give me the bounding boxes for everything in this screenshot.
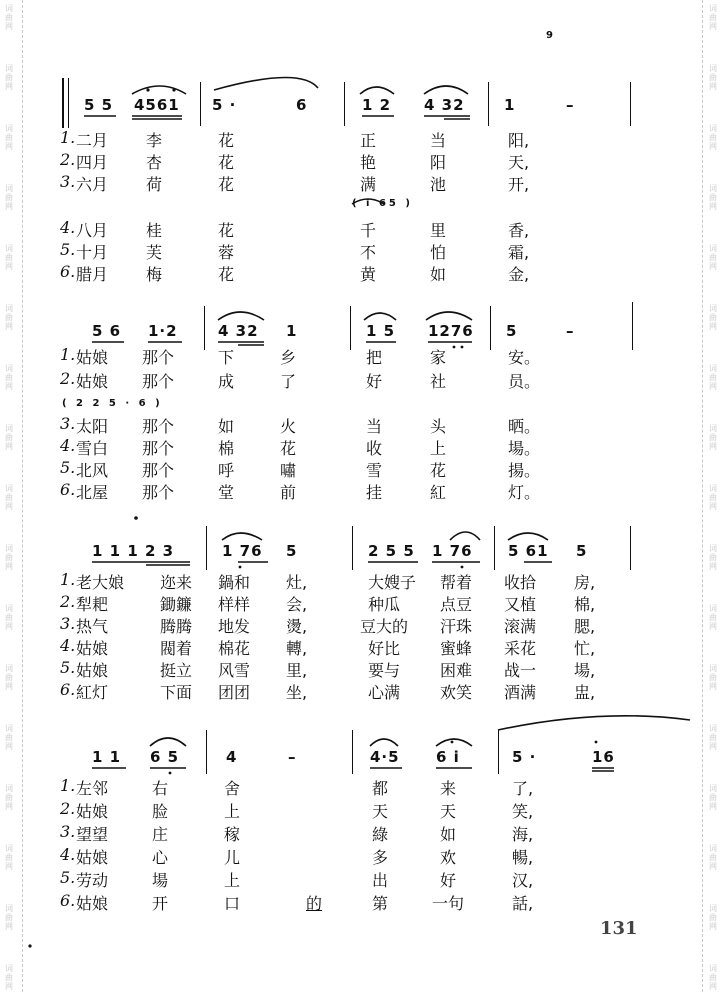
lyric: 二月	[76, 131, 109, 150]
lyric: 会,	[286, 595, 308, 614]
lyric: 如	[218, 417, 235, 436]
lyric: 收	[366, 439, 383, 458]
notes-m1: 1 1 1 2 3	[92, 542, 175, 560]
lyric: 姑娘	[76, 348, 109, 367]
lyric: 杏	[146, 153, 163, 172]
slur-mark	[450, 532, 480, 540]
notes-m3b: 4 32	[424, 96, 465, 114]
lyric: 堂	[218, 483, 235, 502]
lyric: 姑娘	[76, 639, 109, 658]
lyric: 汗珠	[440, 617, 473, 636]
watermark-glyph-stack: 词 曲 网	[709, 964, 717, 991]
lyric: 花	[218, 265, 235, 284]
lyric: 笑,	[512, 802, 534, 821]
lyric: 紅	[430, 483, 447, 502]
watermark-glyph-stack: 词 曲 网	[709, 724, 717, 751]
octave-dot	[595, 741, 598, 744]
lyric: 嘯	[280, 461, 297, 480]
lyric: 老大娘	[76, 573, 125, 592]
notes-m4a: 5	[506, 322, 518, 340]
verse-number: 6.	[60, 480, 76, 499]
notes-m4b: 5	[576, 542, 588, 560]
lyric: 呼	[218, 461, 235, 480]
lyric: 上	[224, 802, 241, 821]
lyric: 棉,	[574, 595, 596, 614]
octave-dot	[169, 772, 172, 775]
lyric: 大嫂子	[368, 573, 417, 592]
watermark-glyph-stack: 词 曲 网	[709, 784, 717, 811]
lyric: 晒。	[508, 417, 541, 436]
lyric: 成	[218, 372, 235, 391]
lyric: 如	[440, 825, 457, 844]
lyric: 灶,	[286, 573, 308, 592]
lyric: 天	[440, 802, 457, 821]
slur-mark	[214, 77, 318, 90]
slur-mark	[132, 86, 186, 94]
verse-number: 5.	[60, 240, 76, 259]
lyric: 桂	[146, 221, 163, 240]
lyric: 霜,	[508, 243, 530, 262]
notes-m4a: 5 61	[508, 542, 549, 560]
lyric: 挂	[366, 483, 383, 502]
octave-dot	[239, 566, 242, 569]
slur-mark	[370, 739, 398, 746]
notes-m2b: 5	[286, 542, 298, 560]
lyric: 脸	[152, 802, 169, 821]
lyric: 北风	[76, 461, 109, 480]
watermark-glyph-stack: 词 曲 网	[709, 604, 717, 631]
lyric: 了	[280, 372, 297, 391]
verse-number: 5.	[60, 458, 76, 477]
notes-m3a: 1 2	[362, 96, 392, 114]
lyric: 蓉	[218, 243, 235, 262]
lyric: 庄	[152, 825, 169, 844]
lyric: 閥着	[160, 639, 193, 658]
lyric: 上	[224, 871, 241, 890]
watermark-glyph-stack: 词 曲 网	[709, 4, 717, 31]
slur-mark	[498, 716, 690, 730]
watermark-glyph-stack: 词 曲 网	[5, 544, 13, 571]
lyric: 梅	[146, 265, 163, 284]
lyric: 揚。	[508, 461, 541, 480]
watermark-glyph-stack: 词 曲 网	[5, 664, 13, 691]
lyric: 热气	[76, 617, 109, 636]
watermark-glyph-stack: 词 曲 网	[709, 904, 717, 931]
lyric: 棉花	[218, 639, 251, 658]
lyric: 蜜蜂	[440, 639, 473, 658]
watermark-glyph-stack: 词 曲 网	[709, 544, 717, 571]
lyric: 場,	[574, 661, 596, 680]
lyric: 右	[152, 779, 169, 798]
slur-mark	[426, 312, 472, 320]
notes-m4b: 16	[592, 748, 615, 766]
verse-number: 4.	[60, 636, 76, 655]
verse-number: 2.	[60, 592, 76, 611]
lyric: 心满	[368, 683, 401, 702]
watermark-glyph-stack: 词 曲 网	[5, 124, 13, 151]
stray-mark	[28, 944, 31, 947]
octave-dot	[453, 346, 456, 349]
watermark-glyph-stack: 词 曲 网	[5, 424, 13, 451]
lyric: 紅灯	[76, 683, 109, 702]
notes-m3b: 1276	[428, 322, 474, 340]
verse-number: 1.	[60, 776, 76, 795]
lyric: 灯。	[508, 483, 541, 502]
notes-m4b: –	[566, 96, 575, 114]
lyric: 满	[360, 175, 377, 194]
lyric: 乡	[280, 348, 297, 367]
watermark-glyph-stack: 词 曲 网	[5, 724, 13, 751]
notes-m3a: 1 5	[366, 322, 396, 340]
verse-number: 2.	[60, 799, 76, 818]
notes-m3a: 4·5	[370, 748, 400, 766]
lyric: 迩来	[160, 573, 193, 592]
lyric: 阳,	[508, 131, 530, 150]
lyric: 姑娘	[76, 661, 109, 680]
verse-number: 2.	[60, 369, 76, 388]
verse-number: 6.	[60, 262, 76, 281]
lyric: 的	[306, 894, 323, 913]
slur-mark	[508, 533, 548, 540]
watermark-glyph-stack: 词 曲 网	[709, 244, 717, 271]
lyric: 那个	[142, 439, 175, 458]
octave-dot	[461, 346, 464, 349]
octave-dot	[172, 88, 175, 91]
lyric: 金,	[508, 265, 530, 284]
lyric: 社	[430, 372, 447, 391]
lyric: 盅,	[574, 683, 596, 702]
notes-m1b: 1·2	[148, 322, 178, 340]
verse-number: 4.	[60, 436, 76, 455]
lyric: 团团	[218, 683, 251, 702]
lyric: 好	[366, 372, 383, 391]
stray-mark	[134, 516, 138, 520]
lyric: 十月	[76, 243, 109, 262]
lyric: 太阳	[76, 417, 109, 436]
lyric: 腊月	[76, 265, 109, 284]
lyric: 好	[440, 871, 457, 890]
notes-m2b: 6	[296, 96, 308, 114]
lyric: 八月	[76, 221, 109, 240]
lyric: 房,	[574, 573, 596, 592]
notes-m1a: 5 6	[92, 322, 122, 340]
lyric: 腮,	[574, 617, 596, 636]
lyric: 第	[372, 894, 389, 913]
lyric: 場	[152, 871, 169, 890]
lyric: 那个	[142, 417, 175, 436]
lyric: 花	[280, 439, 297, 458]
verse-number: 2.	[60, 150, 76, 169]
lyric: 当	[366, 417, 383, 436]
lyric: 困难	[440, 661, 473, 680]
lyric: 話,	[512, 894, 534, 913]
watermark-glyph-stack: 词 曲 网	[5, 4, 13, 31]
slur-mark	[360, 87, 394, 94]
watermark-glyph-stack: 词 曲 网	[5, 904, 13, 931]
lyric: 开	[152, 894, 169, 913]
lyric: 姑娘	[76, 802, 109, 821]
lyric: 犁耙	[76, 595, 109, 614]
watermark-glyph-stack: 词 曲 网	[709, 364, 717, 391]
lyric: 腾腾	[160, 617, 193, 636]
notes-m4b: –	[566, 322, 575, 340]
lyric: 海,	[512, 825, 534, 844]
lyric: 挺立	[160, 661, 193, 680]
slur-mark	[218, 312, 264, 320]
lyric: 望望	[76, 825, 109, 844]
lyric: 豆大的	[360, 617, 409, 636]
lyric: 池	[430, 175, 447, 194]
lyric: 口	[224, 894, 241, 913]
lyric: 好比	[368, 639, 401, 658]
verse-number: 1.	[60, 345, 76, 364]
verse-number: 4.	[60, 218, 76, 237]
lyric: 暢,	[512, 848, 534, 867]
lyric: 样样	[218, 595, 251, 614]
variant-note: ( 2 2 5 · 6 )	[62, 398, 163, 409]
watermark-glyph-stack: 词 曲 网	[5, 184, 13, 211]
lyric: 姑娘	[76, 372, 109, 391]
notes-m2a: 1 76	[222, 542, 263, 560]
lyric: 来	[440, 779, 457, 798]
lyric: 左邻	[76, 779, 109, 798]
notes-m3b: 1 76	[432, 542, 473, 560]
lyric: 收拾	[504, 573, 537, 592]
notes-m2a: 4	[226, 748, 238, 766]
lyric: 里,	[286, 661, 308, 680]
lyric: 芙	[146, 243, 163, 262]
lyric: 下	[218, 348, 235, 367]
notes-m1a: 1 1	[92, 748, 122, 766]
lyric: 一句	[432, 894, 465, 913]
slur-mark	[364, 313, 396, 320]
lyric: 稼	[224, 825, 241, 844]
lyric: 鋤鐮	[160, 595, 193, 614]
lyric: 六月	[76, 175, 109, 194]
lyric: 怕	[430, 243, 447, 262]
verse-number: 1.	[60, 128, 76, 147]
lyric: 坐,	[286, 683, 308, 702]
lyric: 黄	[360, 265, 377, 284]
lyric: 上	[430, 439, 447, 458]
lyric: 出	[372, 871, 389, 890]
lyric: 荷	[146, 175, 163, 194]
lyric: 点豆	[440, 595, 473, 614]
lyric: 家	[430, 348, 447, 367]
slur-mark	[222, 533, 262, 540]
lyric: 头	[430, 417, 447, 436]
watermark-glyph-stack: 词 曲 网	[709, 64, 717, 91]
lyric: 鍋和	[218, 573, 251, 592]
lyric: 劳动	[76, 871, 109, 890]
lyric: 雪	[366, 461, 383, 480]
page-corner-mark: 9	[546, 30, 553, 41]
lyric: 李	[146, 131, 163, 150]
lyric: 天,	[508, 153, 530, 172]
lyric: 棉	[218, 439, 235, 458]
watermark-glyph-stack: 词 曲 网	[5, 844, 13, 871]
lyric: 了,	[512, 779, 534, 798]
lyric: 花	[218, 221, 235, 240]
lyric: 滚满	[504, 617, 537, 636]
verse-number: 6.	[60, 891, 76, 910]
lyric: 花	[430, 461, 447, 480]
lyric: 如	[430, 265, 447, 284]
verse-number: 4.	[60, 845, 76, 864]
watermark-glyph-stack: 词 曲 网	[709, 304, 717, 331]
octave-dot	[451, 741, 454, 744]
lyric: 开,	[508, 175, 530, 194]
notes-m2b: 1	[286, 322, 298, 340]
notes-m4a: 5 ·	[512, 748, 537, 766]
lyric: 那个	[142, 348, 175, 367]
watermark-glyph-stack: 词 曲 网	[709, 844, 717, 871]
watermark-glyph-stack: 词 曲 网	[709, 424, 717, 451]
lyric: 把	[366, 348, 383, 367]
lyric: 那个	[142, 483, 175, 502]
lyric: 燙,	[286, 617, 308, 636]
notes-m1a: 5 5	[84, 96, 114, 114]
lyric: 千	[360, 221, 377, 240]
watermark-glyph-stack: 词 曲 网	[709, 184, 717, 211]
lyric: 都	[372, 779, 389, 798]
lyric: 战一	[504, 661, 537, 680]
lyric: 天	[372, 802, 389, 821]
variant-note: ( i 65 )	[352, 198, 413, 209]
lyric: 欢	[440, 848, 457, 867]
slur-mark	[150, 738, 186, 746]
lyric: 安。	[508, 348, 541, 367]
lyric: 汉,	[512, 871, 534, 890]
slur-mark	[436, 739, 472, 746]
verse-number: 3.	[60, 614, 76, 633]
notes-m3b: 6 i	[436, 748, 460, 766]
lyric: 要与	[368, 661, 401, 680]
lyric: 种瓜	[368, 595, 401, 614]
lyric: 不	[360, 243, 377, 262]
lyric: 忙,	[574, 639, 596, 658]
lyric: 那个	[142, 372, 175, 391]
octave-dot	[146, 88, 149, 91]
lyric: 正	[360, 131, 377, 150]
lyric: 欢笑	[440, 683, 473, 702]
verse-number: 3.	[60, 172, 76, 191]
lyric: 那个	[142, 461, 175, 480]
lyric: 花	[218, 175, 235, 194]
lyric: 姑娘	[76, 894, 109, 913]
lyric: 艳	[360, 153, 377, 172]
lyric: 多	[372, 848, 389, 867]
notes-m4a: 1	[504, 96, 516, 114]
notes-m2a: 4 32	[218, 322, 259, 340]
lyric: 場。	[508, 439, 541, 458]
notes-m3a: 2 5 5	[368, 542, 415, 560]
lyric: 火	[280, 417, 297, 436]
lyric: 北屋	[76, 483, 109, 502]
lyric: 又植	[504, 595, 537, 614]
verse-number: 5.	[60, 658, 76, 677]
lyric: 四月	[76, 153, 109, 172]
notes-m2b: –	[288, 748, 297, 766]
page-number: 131	[600, 918, 638, 939]
watermark-glyph-stack: 词 曲 网	[5, 304, 13, 331]
lyric: 下面	[160, 683, 193, 702]
lyric: 花	[218, 131, 235, 150]
notes-m1b: 6 5	[150, 748, 180, 766]
lyric: 花	[218, 153, 235, 172]
lyric: 舍	[224, 779, 241, 798]
lyric: 香,	[508, 221, 530, 240]
lyric: 阳	[430, 153, 447, 172]
verse-number: 6.	[60, 680, 76, 699]
watermark-glyph-stack: 词 曲 网	[5, 784, 13, 811]
slur-mark	[352, 199, 384, 204]
verse-number: 1.	[60, 570, 76, 589]
verse-number: 5.	[60, 868, 76, 887]
lyric: 雪白	[76, 439, 109, 458]
watermark-glyph-stack: 词 曲 网	[709, 664, 717, 691]
lyric: 当	[430, 131, 447, 150]
lyric: 前	[280, 483, 297, 502]
watermark-glyph-stack: 词 曲 网	[5, 604, 13, 631]
slur-mark	[424, 86, 468, 94]
lyric: 綠	[372, 825, 389, 844]
lyric: 姑娘	[76, 848, 109, 867]
verse-number: 3.	[60, 414, 76, 433]
octave-dot	[461, 566, 464, 569]
lyric: 风雪	[218, 661, 251, 680]
lyric: 心	[152, 848, 169, 867]
watermark-glyph-stack: 词 曲 网	[5, 64, 13, 91]
lyric: 酒满	[504, 683, 537, 702]
watermark-glyph-stack: 词 曲 网	[5, 964, 13, 991]
watermark-glyph-stack: 词 曲 网	[5, 484, 13, 511]
lyric: 轉,	[286, 639, 308, 658]
lyric: 员。	[508, 372, 541, 391]
verse-number: 3.	[60, 822, 76, 841]
watermark-glyph-stack: 词 曲 网	[5, 244, 13, 271]
lyric: 地发	[218, 617, 251, 636]
watermark-glyph-stack: 词 曲 网	[5, 364, 13, 391]
notes-m1b: 4561	[134, 96, 180, 114]
watermark-glyph-stack: 词 曲 网	[709, 124, 717, 151]
notes-m2a: 5 ·	[212, 96, 237, 114]
lyric: 帮着	[440, 573, 473, 592]
lyric: 采花	[504, 639, 537, 658]
lyric: 里	[430, 221, 447, 240]
watermark-glyph-stack: 词 曲 网	[709, 484, 717, 511]
lyric: 儿	[224, 848, 241, 867]
